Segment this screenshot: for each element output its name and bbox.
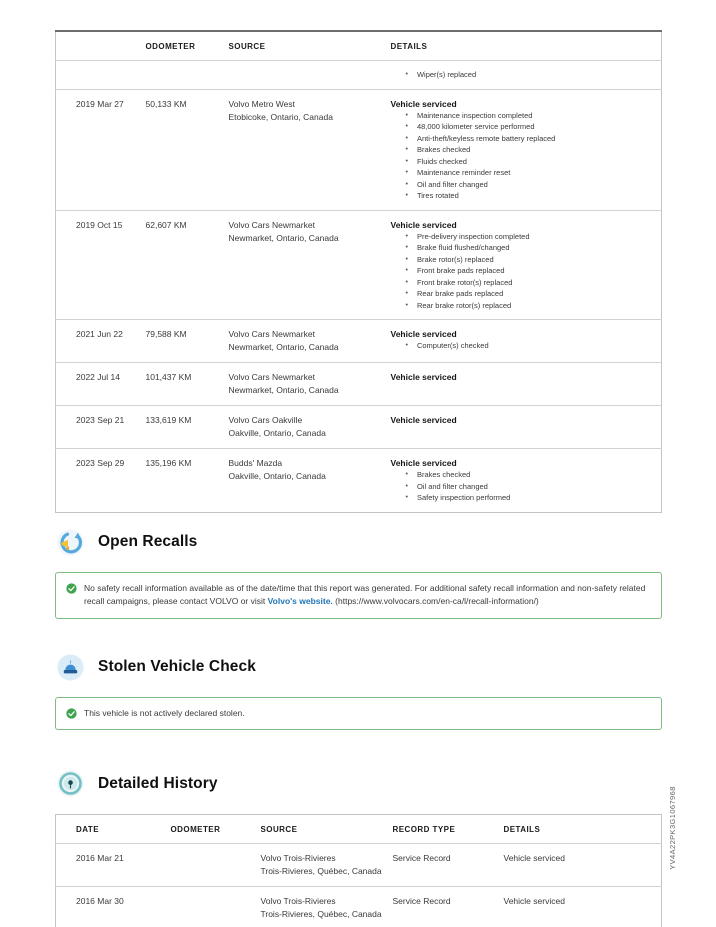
bullet-dot: • (405, 123, 408, 130)
bullet-dot: • (405, 180, 408, 188)
bullet-text: Oil and filter changed (416, 481, 488, 491)
bullet-text: Brake rotor(s) replaced (416, 254, 494, 264)
bullet-text: Front brake pads replaced (416, 266, 505, 275)
bullet-text: 48,000 kilometer service performed (416, 122, 535, 131)
cell-odometer (171, 887, 261, 927)
bullet-text: Brakes checked (416, 470, 471, 479)
bullet-text: Brake fluid flushed/changed (416, 243, 510, 252)
cell-source (229, 210, 391, 320)
bullet-dot: • (405, 244, 408, 251)
col-header-source: SOURCE (228, 42, 266, 51)
recall-refresh-icon (57, 529, 84, 556)
cell-source (261, 887, 393, 927)
detailed-history-table (55, 814, 662, 927)
history-globe-icon (57, 770, 84, 797)
bullet-text: Maintenance reminder reset (416, 168, 511, 177)
source-location: Newmarket, Ontario, Canada (228, 385, 339, 395)
history-record-row (56, 844, 662, 887)
cell-details (391, 61, 662, 90)
source-location: Oakville, Ontario, Canada (228, 428, 326, 438)
bullet-dot: • (405, 192, 408, 199)
source-name: Budds' Mazda (228, 458, 283, 468)
bullet-dot: • (405, 301, 408, 309)
cell-date (56, 61, 146, 90)
service-record-row (56, 210, 662, 320)
cell-odometer: 101,437 KM (146, 363, 229, 406)
bullet-text: Oil and filter changed (416, 179, 488, 189)
details-bullet-item (391, 121, 658, 133)
source-name: Volvo Trois-Rivieres (260, 853, 336, 863)
cell-date: 2019 Mar 27 (56, 89, 146, 210)
cell-source (229, 89, 391, 210)
cell-odometer: 135,196 KM (146, 449, 229, 513)
bullet-dot: • (405, 111, 408, 119)
cell-details (391, 449, 662, 513)
bullet-dot: • (405, 232, 408, 240)
col-header-date (56, 31, 146, 61)
cell-date: 2023 Sep 29 (56, 449, 146, 513)
cell-record-type: Service Record (393, 844, 504, 887)
bullet-dot: • (405, 471, 408, 478)
cell-details (391, 89, 662, 210)
volvo-website-link[interactable]: Volvo's website. (267, 596, 333, 606)
cell-odometer (146, 61, 229, 90)
details-bullet-item (391, 242, 658, 254)
details-bullet-item (391, 69, 658, 81)
source-name: Volvo Trois-Rivieres (260, 896, 336, 906)
section-title: Open Recalls (98, 533, 198, 550)
vin-sidebar-label: YV4A22PK3G1067968 (668, 786, 677, 870)
source-location: Newmarket, Ontario, Canada (228, 232, 339, 243)
details-bullet-item (391, 469, 658, 481)
details-title: Vehicle serviced (390, 415, 457, 425)
col-header-source: SOURCE (260, 825, 298, 834)
cell-source (229, 449, 391, 513)
bullet-dot: • (405, 482, 408, 490)
cell-date: 2016 Mar 21 (56, 844, 171, 887)
source-name: Volvo Cars Newmarket (228, 329, 315, 339)
col-header-date: DATE (76, 825, 99, 834)
open-recalls-section-heading (57, 529, 716, 556)
bullet-dot: • (405, 342, 408, 349)
open-recalls-notice-text (84, 582, 651, 609)
cell-odometer: 133,619 KM (146, 406, 229, 449)
bullet-dot: • (405, 157, 408, 165)
cell-odometer: 50,133 KM (146, 89, 229, 210)
cell-date: 2019 Oct 15 (56, 210, 146, 320)
service-record-row (56, 406, 662, 449)
cell-date: 2022 Jul 14 (56, 363, 146, 406)
details-bullet-item (391, 190, 658, 202)
bullet-text: Fluids checked (416, 156, 467, 166)
col-header-odometer: ODOMETER (145, 42, 196, 51)
cell-odometer: 79,588 KM (146, 320, 229, 363)
bullet-text: Rear brake pads replaced (416, 289, 504, 298)
check-circle-icon (66, 583, 77, 594)
bullet-text: Wiper(s) replaced (416, 70, 477, 79)
cell-source (261, 844, 393, 887)
cell-odometer (171, 844, 261, 887)
bullet-dot: • (405, 169, 408, 176)
cell-source (229, 363, 391, 406)
col-header-details: DETAILS (390, 42, 428, 51)
bullet-text: Computer(s) checked (416, 341, 489, 350)
cell-date: 2021 Jun 22 (56, 320, 146, 363)
open-recalls-notice (55, 572, 662, 619)
col-header-record-type: RECORD TYPE (392, 825, 456, 834)
details-bullet-item (391, 254, 658, 266)
service-record-row (56, 449, 662, 513)
details-bullet-item (391, 167, 658, 179)
source-location: Etobicoke, Ontario, Canada (228, 111, 333, 122)
service-records-table (55, 30, 662, 513)
check-circle-icon (66, 708, 77, 719)
details-title: Vehicle serviced (390, 98, 457, 109)
details-bullet-item (391, 110, 658, 122)
details-bullet-item (391, 144, 658, 156)
details-bullet-item (391, 288, 658, 300)
details-bullet-item (391, 340, 658, 352)
service-record-row (56, 61, 662, 90)
details-bullet-item (391, 481, 658, 493)
section-title: Stolen Vehicle Check (98, 658, 256, 675)
details-bullet-item (391, 133, 658, 145)
cell-details (391, 320, 662, 363)
bullet-dot: • (405, 71, 408, 78)
notice-text-prefix: No safety recall information available as of the date/time that this report was generated. For additional safety recall information and non-safety related recall campaigns, please contact VOLVO or visit (84, 582, 646, 606)
bullet-dot: • (405, 290, 408, 297)
cell-source (229, 406, 391, 449)
source-name: Volvo Cars Oakville (228, 415, 303, 425)
service-record-row (56, 320, 662, 363)
cell-details (391, 363, 662, 406)
col-header-odometer: ODOMETER (170, 825, 221, 834)
bullet-text: Brakes checked (416, 145, 471, 154)
bullet-text: Maintenance inspection completed (416, 110, 533, 120)
details-bullet-item (391, 156, 658, 168)
cell-odometer: 62,607 KM (146, 210, 229, 320)
cell-details: Vehicle serviced (504, 844, 662, 887)
bullet-text: Rear brake rotor(s) replaced (416, 300, 512, 310)
bullet-text: Anti-theft/keyless remote battery replaced (416, 133, 556, 143)
details-bullet-item (391, 492, 658, 504)
source-location: Oakville, Ontario, Canada (228, 471, 326, 481)
service-record-row (56, 89, 662, 210)
detailed-history-section-heading (57, 770, 716, 797)
cell-date: 2016 Mar 30 (56, 887, 171, 927)
bullet-dot: • (405, 267, 408, 274)
history-record-row (56, 887, 662, 927)
source-location: Trois-Rivieres, Québec, Canada (260, 909, 382, 919)
notice-text-suffix: (https://www.volvocars.com/en-ca/l/recall-information/) (332, 596, 539, 606)
cell-details (391, 210, 662, 320)
bullet-dot: • (405, 134, 408, 142)
cell-source (229, 61, 391, 90)
siren-icon (57, 654, 84, 681)
service-record-row (56, 363, 662, 406)
stolen-vehicle-notice (55, 697, 662, 731)
details-bullet-item (391, 300, 658, 312)
stolen-vehicle-notice-text: This vehicle is not actively declared stolen. (84, 707, 245, 718)
details-bullet-item (391, 265, 658, 277)
details-bullet-item (391, 179, 658, 191)
bullet-dot: • (405, 146, 408, 153)
details-title: Vehicle serviced (390, 372, 457, 382)
bullet-dot: • (405, 278, 408, 286)
bullet-text: Safety inspection performed (416, 493, 511, 502)
bullet-text: Tires rotated (416, 191, 459, 200)
source-name: Volvo Cars Newmarket (228, 372, 315, 382)
source-location: Trois-Rivieres, Québec, Canada (260, 866, 382, 876)
bullet-text: Pre-delivery inspection completed (416, 231, 530, 241)
service-table-header-row (56, 31, 662, 61)
source-name: Volvo Metro West (228, 98, 295, 109)
cell-details (391, 406, 662, 449)
col-header-details: DETAILS (503, 825, 541, 834)
stolen-vehicle-section-heading (57, 654, 716, 681)
details-title: Vehicle serviced (390, 219, 457, 230)
cell-record-type: Service Record (393, 887, 504, 927)
bullet-dot: • (405, 494, 408, 501)
bullet-dot: • (405, 255, 408, 263)
details-bullet-item (391, 231, 658, 243)
history-table-header-row (56, 815, 662, 844)
details-title: Vehicle serviced (390, 458, 457, 468)
cell-source (229, 320, 391, 363)
source-location: Newmarket, Ontario, Canada (228, 342, 339, 352)
details-bullet-item (391, 277, 658, 289)
details-title: Vehicle serviced (390, 329, 457, 339)
cell-details: Vehicle serviced (504, 887, 662, 927)
bullet-text: Front brake rotor(s) replaced (416, 277, 513, 287)
section-title: Detailed History (98, 774, 218, 792)
cell-date: 2023 Sep 21 (56, 406, 146, 449)
source-name: Volvo Cars Newmarket (228, 219, 315, 230)
